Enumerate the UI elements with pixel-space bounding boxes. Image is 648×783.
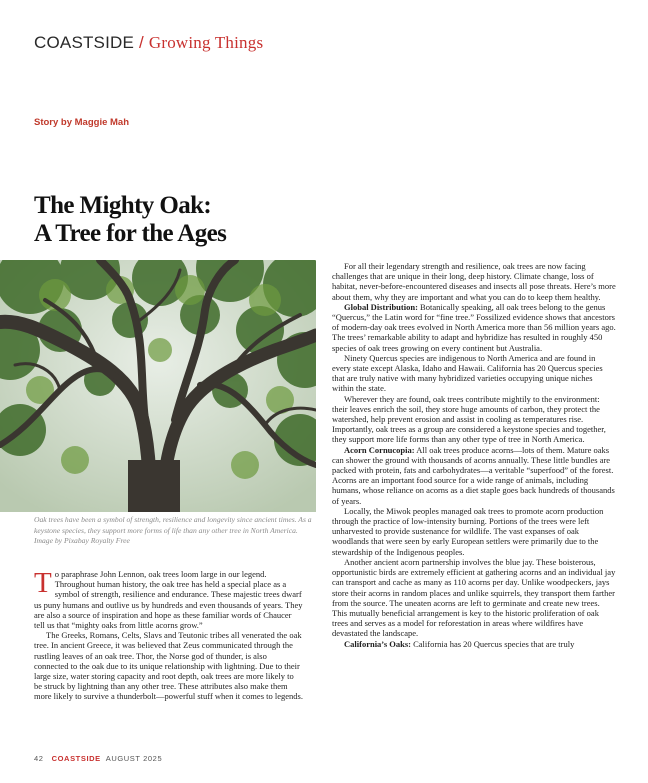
body-paragraph: For all their legendary strength and resilience, oak trees are now facing challenges that are unique in their long, deep history. Climate change, loss of habitat, never-before-encountered diseases and insects all pose threats. Here’s more about them, why they are important and what you can do to keep them healthy.: [332, 261, 616, 302]
photo-caption: Oak trees have been a symbol of strength, resilience and longevity since ancient times. As a keystone species, they support more forms of life than any other tree in North America. Image by Pixabay Royalty Free: [34, 515, 312, 545]
drop-cap: T: [34, 567, 52, 599]
page-footer: [34, 754, 162, 763]
page-number: 42: [34, 754, 44, 763]
section-separator: /: [138, 33, 144, 52]
section-header: [34, 33, 263, 53]
body-paragraph: The Greeks, Romans, Celts, Slavs and Teutonic tribes all venerated the oak tree. In ancient Greece, it was believed that Zeus communicated through the rustling leaves of an oak tree. Thor, the Norse god of thunder, is also connected to the oak due to its unique relationship with lightning. Due to their large size, water storing capacity and root depth, oak trees are more likely to be struck by lightning than any other tree. These attributes also make them more likely to survive a thunderbolt—powerful stuff when it comes to legends.: [34, 630, 303, 702]
subhead-paragraph-acorn-cornucopia: Acorn Cornucopia: All oak trees produce acorns—lots of them. Mature oaks can shower the ground with thousands of acorns annually. These little bundles are packed with protein, fats and carbohydrates—a veritable “superfood” of the forest. Acorns are an important food source for a wide range of animals, including humans, whose reliance on acorns as a diet staple goes back hundreds of thousands of years.: [332, 444, 615, 506]
subhead: California’s Oaks:: [344, 638, 411, 649]
issue-date: AUGUST 2025: [105, 754, 163, 763]
footer-brand: COASTSIDE: [51, 754, 101, 763]
subhead: Acorn Cornucopia:: [344, 444, 415, 455]
oak-tree-photo: [0, 260, 316, 512]
subhead: Global Distribution:: [344, 301, 418, 312]
body-paragraph: Ninety Quercus species are indigenous to North America and are found in every state except Alaska, Idaho and Hawaii. California has 20 Quercus species that are truly native with many hybridized varieties occupying unique niches within the state.: [332, 352, 603, 394]
magazine-name: COASTSIDE: [34, 33, 135, 52]
body-paragraph: Locally, the Miwok peoples managed oak trees to promote acorn production through the practice of low-intensity burning. Portions of the trees were left unharvested to provide sustenance for wildlife. The vast expanses of oak woodlands that were seen by early European settlers were primarily due to the stewardship of the Indigenous peoples.: [332, 505, 604, 557]
body-paragraph: Another ancient acorn partnership involves the blue jay. These boisterous, opportunistic birds are extremely efficient at gathering acorns and an individual jay can transport and cache as many as 110 acorns per day. Unlike woodpeckers, jays store their acorns in random places and unlike squirrels, they transport them farther from the source. The uneaten acorns are left to germinate and create new trees. This mutually beneficial arrangement is key to the historic proliferation of oak trees and serves as a model for reforestation in areas where wildfires have devastated the landscape.: [332, 556, 616, 639]
article-column-right: [332, 261, 616, 649]
byline: Story by Maggie Mah: [34, 117, 130, 128]
headline-line-2: A Tree for the Ages: [34, 220, 227, 247]
article-headline: [34, 192, 226, 248]
subhead-paragraph-global-distribution: Global Distribution: Botanically speaking, all oak trees belong to the genus “Quercus,” the Latin word for “fine tree.” Fossilized evidence shows that ancestors of modern-day oak trees evolved in North America more than 56 million years ago. The trees’ remarkable ability to adapt and hybridize has resulted in roughly 450 species of oak trees growing on every continent but Australia.: [332, 301, 616, 353]
article-column-left: [34, 569, 303, 702]
headline-line-1: The Mighty Oak:: [34, 192, 212, 219]
body-paragraph: Wherever they are found, oak trees contribute mightily to the environment: their leaves enrich the soil, they store huge amounts of carbon, they protect the watershed, help prevent erosion and assist in cooling as temperatures rise. Importantly, oak trees as a group are considered a keystone species and together, they support more life forms than any other type of tree in North America.: [332, 393, 606, 445]
subhead-paragraph-californias-oaks: California’s Oaks: California has 20 Quercus species that are truly: [344, 638, 575, 649]
intro-paragraph: To paraphrase John Lennon, oak trees loom large in our legend. Throughout human history, the oak tree has held a special place as a symbol of strength, resilience and endurance. These majestic trees dwarf us puny humans and outlive us by hundreds and even thousands of years. They are also a source of inspiration and hope as these familiar words of Chaucer tell us that “mighty oaks from little acorns grow.”: [34, 567, 303, 631]
section-category: Growing Things: [148, 33, 264, 52]
